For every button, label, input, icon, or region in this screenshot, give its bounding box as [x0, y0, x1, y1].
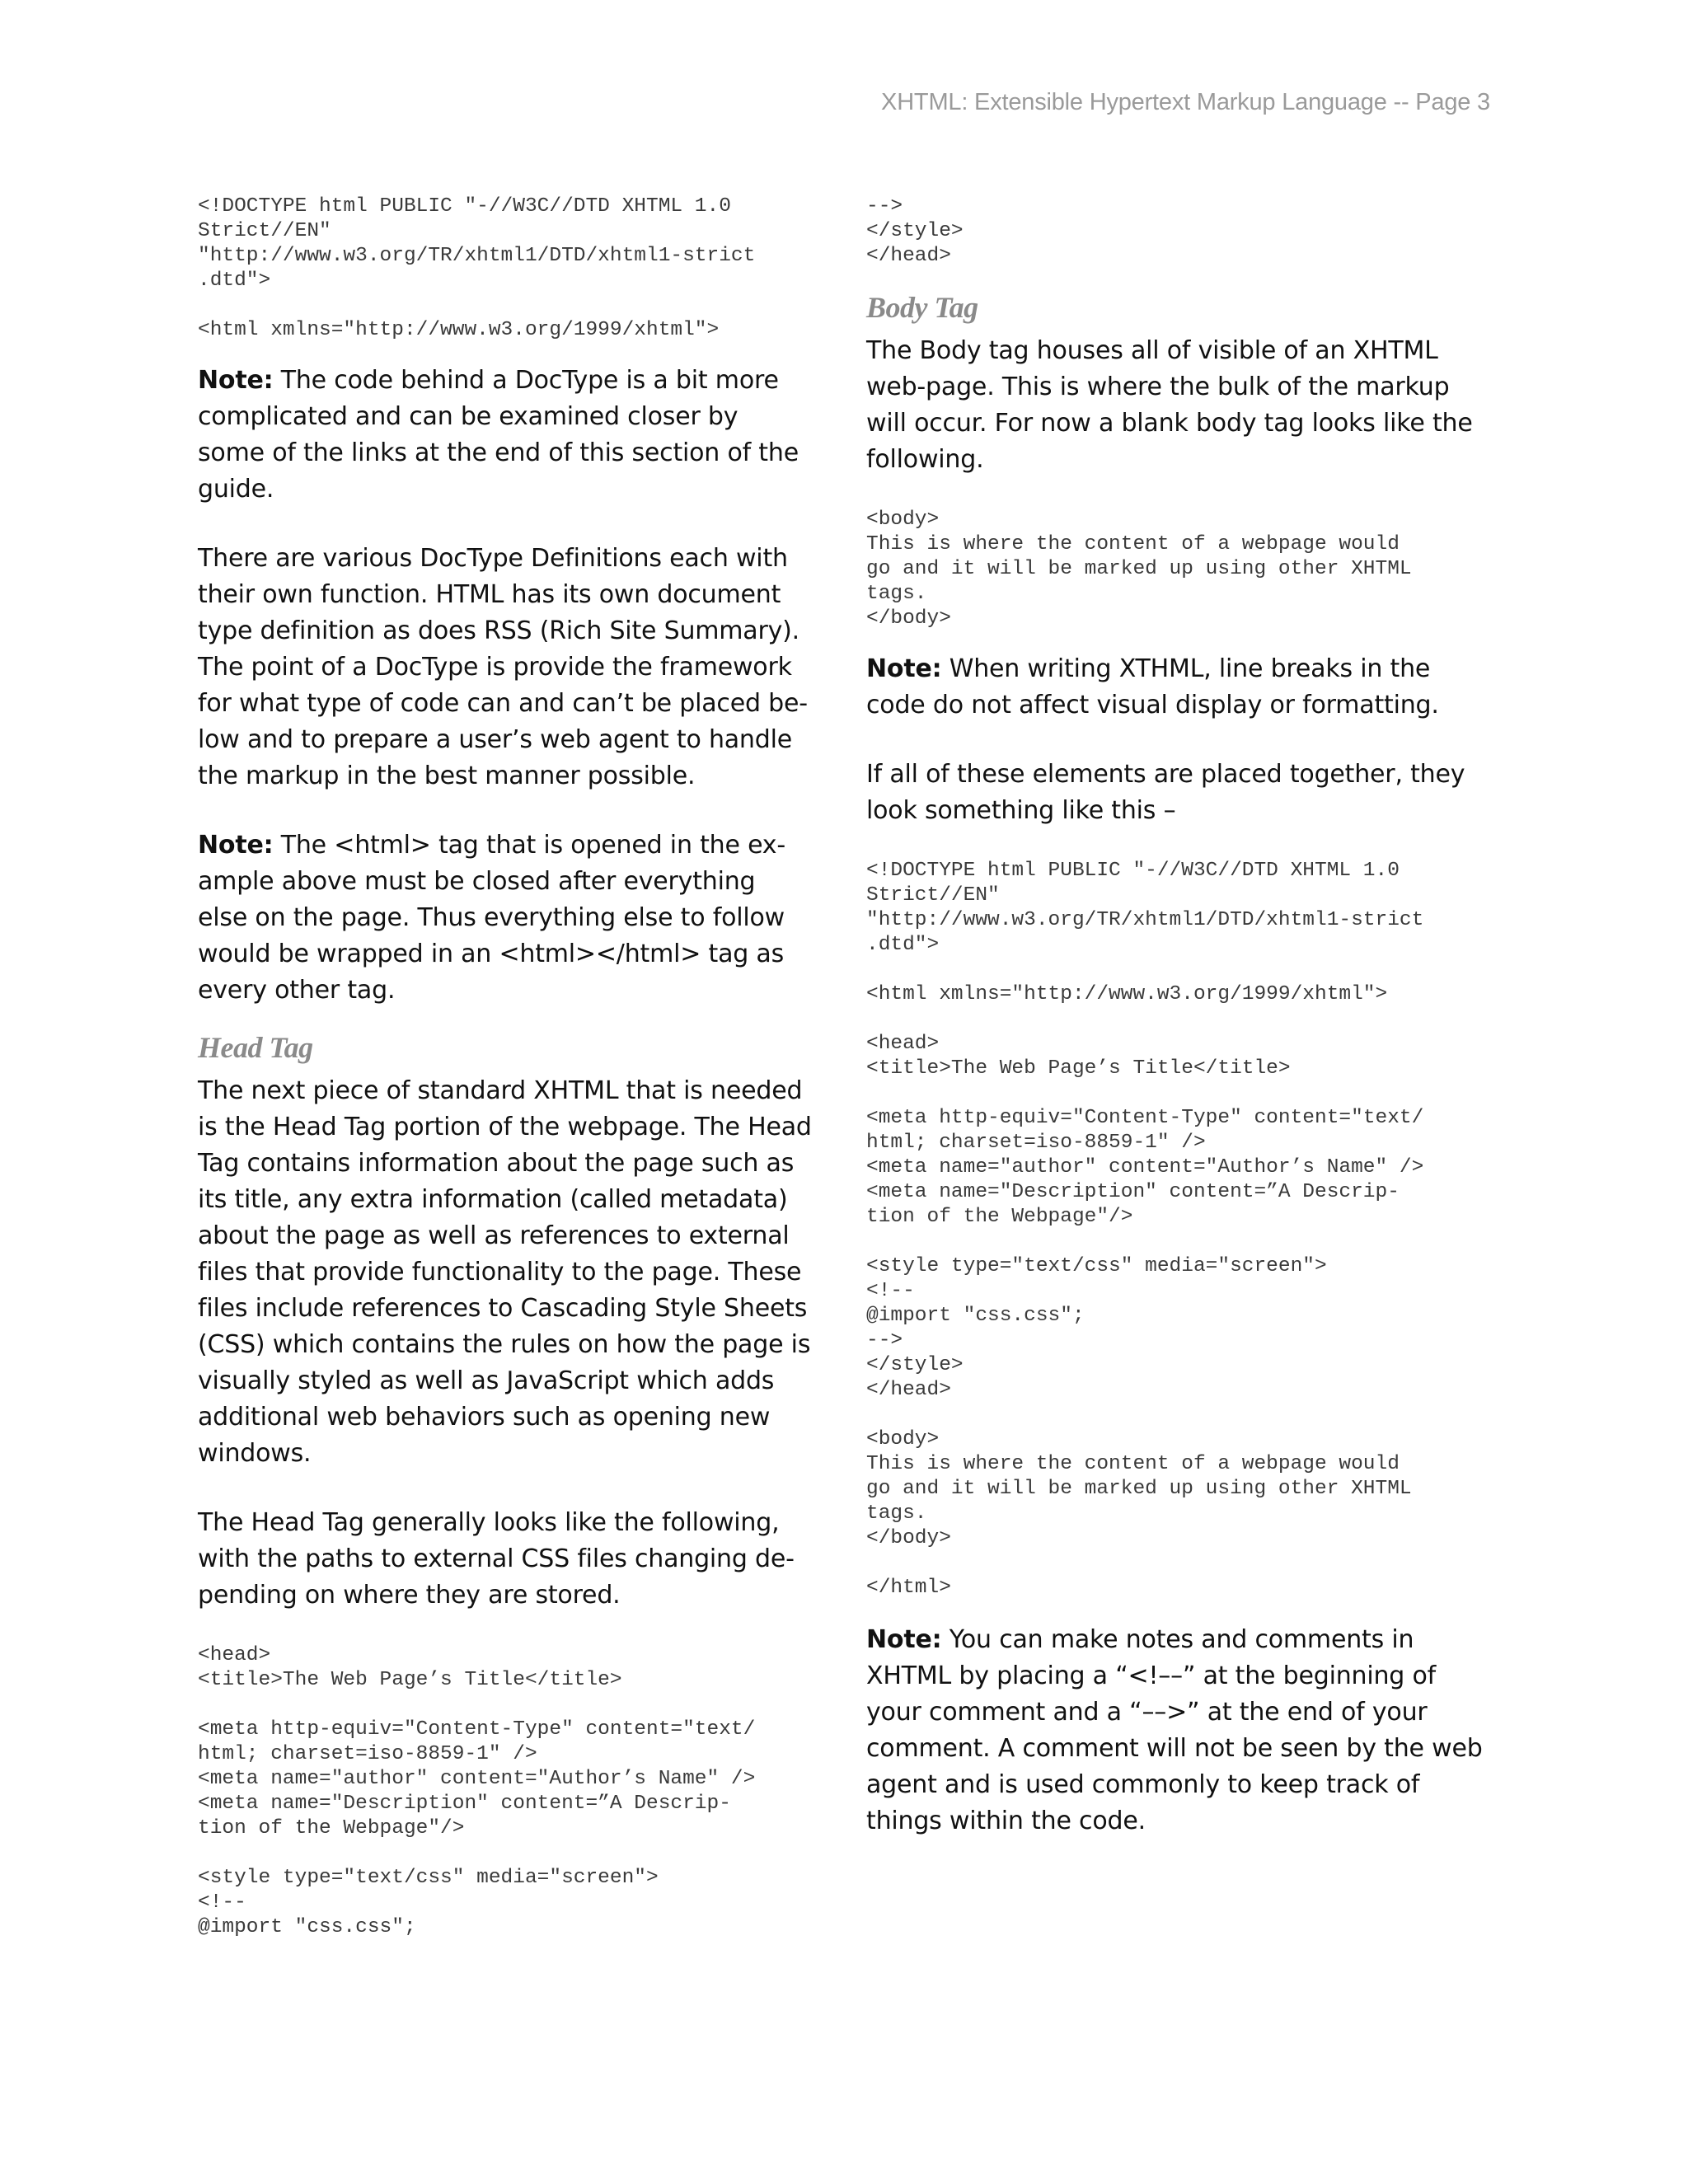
code-head: <head> <title>The Web Page’s Title</title>	[198, 1644, 622, 1691]
code-full-meta: <meta http-equiv="Content-Type" content="text/ html; charset=iso-8859-1" /> <meta name="author" content="Author’s Name" /> <meta name="Description" content=”A Descrip- tion of the Webpage"/>	[866, 1107, 1424, 1228]
note-text: You can make notes and comments in XHTML by placing a “<!––” at the beginning of your comment and a “––>” at the end of your comment. A comment will not be seen by the web agent and is used commonly to keep track of things within the code.	[866, 1625, 1483, 1835]
code-style: <style type="text/css" media="screen"> <!-- @import "css.css";	[198, 1867, 659, 1938]
code-doctype: <!DOCTYPE html PUBLIC "-//W3C//DTD XHTML 1.0 Strict//EN" "http://www.w3.org/TR/xhtml1/DTD/xhtml1-strict .dtd">	[198, 195, 756, 292]
code-full-style: <style type="text/css" media="screen"> <!-- @import "css.css"; --> </style> </head>	[866, 1255, 1327, 1401]
note-label: Note:	[198, 366, 274, 395]
code-full-head: <head> <title>The Web Page’s Title</title>	[866, 1033, 1291, 1080]
code-full-body: <body> This is where the content of a webpage would go and it will be marked up using other XHTML tags. </body>	[866, 1428, 1412, 1549]
paragraph-body-tag: The Body tag houses all of visible of an XHTML web-page. This is where the bulk of the markup will occur. For now a blank body tag looks like the following.	[866, 336, 1473, 474]
heading-body-tag: Body Tag	[866, 291, 978, 324]
code-html-open: <html xmlns="http://www.w3.org/1999/xhtml">	[198, 319, 720, 341]
code-style-end: --> </style> </head>	[866, 195, 964, 267]
note-html-tag	[198, 827, 812, 1009]
code-full-html-open: <html xmlns="http://www.w3.org/1999/xhtml">	[866, 983, 1388, 1005]
note-label: Note:	[866, 654, 942, 683]
note-label: Note:	[866, 1625, 942, 1654]
code-full-doctype: <!DOCTYPE html PUBLIC "-//W3C//DTD XHTML 1.0 Strict//EN" "http://www.w3.org/TR/xhtml1/DTD/xhtml1-strict .dtd">	[866, 860, 1424, 956]
paragraph-head-tag-intro: The next piece of standard XHTML that is needed is the Head Tag portion of the webpage. The Head Tag contains information about the page such as its title, any extra information (called metadata) about the page as well as references to external files that provide functionality to the page. These files include references to Cascading Style Sheets (CSS) which contains the rules on how the page is visually styled as well as JavaScript which adds additional web behaviors such as opening new windows.	[198, 1076, 812, 1468]
page-header: XHTML: Extensible Hypertext Markup Language -- Page 3	[881, 89, 1490, 115]
note-text: The code behind a DocType is a bit more complicated and can be examined closer by some of the links at the end of this section of the guide.	[198, 366, 799, 504]
paragraph-all-together: If all of these elements are placed together, they look something like this –	[866, 760, 1465, 825]
note-line-breaks	[866, 651, 1493, 724]
right-column	[866, 194, 1493, 1840]
note-text: When writing XTHML, line breaks in the code do not affect visual display or formatting.	[866, 654, 1439, 719]
code-meta: <meta http-equiv="Content-Type" content="text/ html; charset=iso-8859-1" /> <meta name="author" content="Author’s Name" /> <meta name="Description" content=”A Descrip- tion of the Webpage"/>	[198, 1718, 756, 1840]
note-doctype	[198, 363, 812, 508]
code-body: <body> This is where the content of a webpage would go and it will be marked up using other XHTML tags. </body>	[866, 509, 1412, 630]
note-label: Note:	[198, 831, 274, 860]
note-comments	[866, 1622, 1493, 1840]
code-full-html-close: </html>	[866, 1577, 951, 1599]
note-text: The <html> tag that is opened in the ex-ample above must be closed after everything else on the page. Thus everything else to follow would be wrapped in an <html></html> tag as every other tag.	[198, 831, 785, 1005]
left-column	[198, 194, 812, 1940]
paragraph-doctype-definitions: There are various DocType Definitions each with their own function. HTML has its own document type definition as does RSS (Rich Site Summary). The point of a DocType is provide the framework for what type of code can and can’t be placed be-low and to prepare a user’s web agent to handle the markup in the best manner possible.	[198, 544, 808, 790]
paragraph-head-tag-example: The Head Tag generally looks like the following, with the paths to external CSS files changing de-pending on where they are stored.	[198, 1508, 795, 1610]
heading-head-tag: Head Tag	[198, 1031, 313, 1064]
